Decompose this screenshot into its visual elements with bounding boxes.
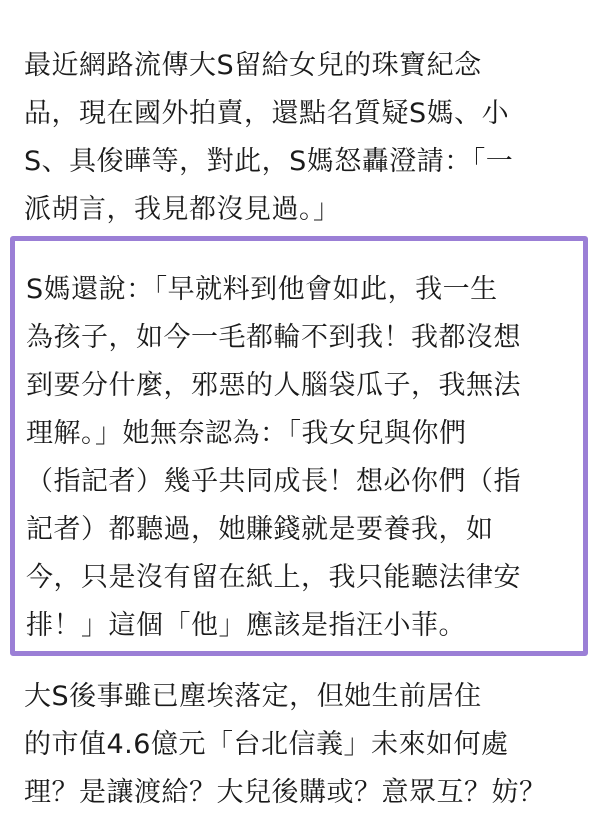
text-line: 為孩子，如今一毛都輪不到我！我都沒想	[26, 322, 521, 353]
article-paragraph-3	[24, 673, 584, 817]
text-line: 的市值4.6億元「台北信義」未來如何處	[24, 729, 509, 760]
article-paragraph-1	[24, 42, 584, 234]
text-line: 排！」這個「他」應該是指汪小菲。	[26, 610, 466, 641]
text-line: 大S後事雖已塵埃落定，但她生前居住	[24, 681, 482, 712]
text-line: 派胡言，我見都沒見過。」	[24, 194, 341, 225]
text-line: 品，現在國外拍賣，還點名質疑S媽、小	[24, 98, 510, 129]
text-line: 今，只是沒有留在紙上，我只能聽法律安	[26, 562, 521, 593]
text-line: 理解。」她無奈認為：「我女兒與你們	[26, 418, 467, 449]
text-line: 記者）都聽過，她賺錢就是要養我，如	[26, 514, 494, 545]
text-line: （指記者）幾乎共同成長！想必你們（指	[26, 466, 521, 497]
text-line: 到要分什麼，邪惡的人腦袋瓜子，我無法	[26, 370, 521, 401]
text-line: S、具俊曄等，對此，S媽怒轟澄請：「一	[24, 146, 514, 177]
text-line: 理？是讓渡給？大兒後購或？意眾互？妨？	[24, 777, 547, 808]
text-line: 最近網路流傳大S留給女兒的珠寶紀念	[24, 50, 482, 81]
quote-paragraph	[26, 266, 576, 650]
text-line: S媽還說：「早就料到他會如此，我一生	[26, 274, 498, 305]
